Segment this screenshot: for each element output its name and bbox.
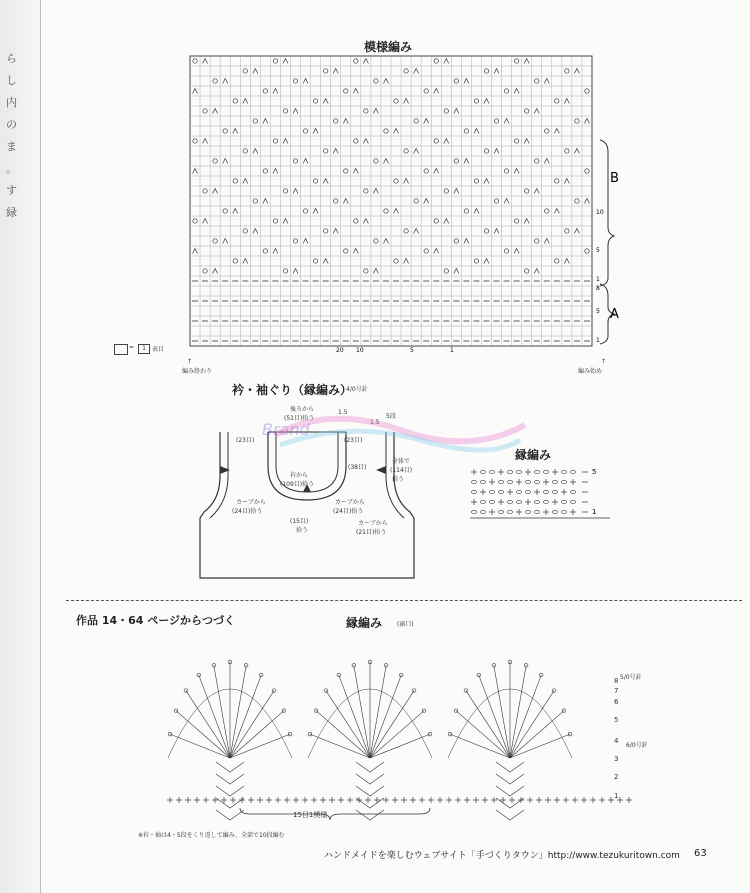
neck-label: (38目) [348,464,367,471]
pattern-chart-title: 模様編み [364,40,413,54]
needle-mid: 6/0号針 [626,742,648,749]
edging-row-label: 2 [614,773,619,781]
col-number: 1 [450,347,454,354]
chart-grid [190,56,592,346]
col-number: 10 [356,347,364,354]
needle-top: 5/0号針 [620,674,642,681]
neck-label: 後ろから [290,406,315,413]
neck-label: (51目)拾う [284,415,315,422]
edge-pattern-title: 縁編み [515,448,552,462]
neck-label: 全体で [392,458,411,465]
watermark: Brand [262,420,310,439]
edge-pattern-chart [470,462,610,522]
page-number: 63 [694,848,707,859]
neck-diagram-title: 衿・袖ぐり（縁編み） [232,383,353,397]
chart-end-label: 編み終わり [182,368,213,375]
pattern-chart [180,52,630,382]
label-B: B [610,171,619,186]
edging-row-label: 1 [614,792,619,800]
legend-one-box: 1 [138,344,150,354]
neck-label: カーブから [335,499,365,506]
neck-label: 1.5 [338,409,348,416]
neck-label: (109目)拾う [280,481,315,488]
neck-label: カーブから [236,499,266,506]
crochet-fans [168,660,572,820]
legend-blank-box [114,344,128,355]
neck-label: (23目) [344,437,363,444]
up-arrow-icon: ↑ [601,358,607,365]
edging-row-label: 6 [614,698,619,706]
legend-text: 表目 [152,346,165,353]
footnote: ※衿・袖は4・5段をくり返して編み、全部で10段編む [138,832,285,839]
repeat-label: 15目1模様 [293,811,328,819]
footer-text: ハンドメイドを楽しむウェブサイト「手づくりタウン」http://www.tezukuritown.com [324,851,680,861]
neck-label: 5段 [386,413,396,420]
neck-label: (24目)拾う [333,508,364,515]
crochet-base-row [167,797,632,803]
edge-row-number: 1 [592,508,597,516]
up-arrow-icon: ↑ [187,358,193,365]
side-text-column: ら し 内 の ま 。 す 緑 [6,52,17,219]
direction-arrow-icon [376,466,386,474]
neck-label: (15目) [290,518,309,525]
edging-row-label: 3 [614,755,619,763]
edge-symbols [471,469,588,515]
edging-row-label: 4 [614,737,619,745]
section-divider [66,600,742,601]
edging-row-label: 5 [614,716,619,724]
neck-label: 拾う [296,527,309,534]
edging-row-label: 7 [614,687,619,695]
watermark-swirl [270,405,530,465]
neck-label: 1.5 [370,419,380,426]
needle-size: 4/0号針 [346,386,368,393]
neck-label: (114目) [390,467,413,474]
chart-start-label: 編み始め [578,368,603,375]
neck-label: カーブから [358,520,388,527]
row-number: 1 [596,337,600,344]
col-number: 20 [336,347,344,354]
neck-label: 拾う [392,476,405,483]
neck-label: (21目)拾う [356,529,387,536]
edging-row-label: 8 [614,677,619,685]
work-reference: 作品 14・64 ページからつづく [76,614,235,627]
row-number: 5 [596,308,600,315]
col-number: 5 [410,347,414,354]
row-number: 5 [596,247,600,254]
edge-row-number: 5 [592,468,597,476]
row-number: 1 [596,276,600,283]
row-number: 8 [596,285,600,292]
neck-label: 衿から [290,472,309,479]
edging-title: 縁編み [346,616,383,630]
neck-label: (23目) [236,437,255,444]
row-number: 10 [596,209,604,216]
neck-label: (24目)拾う [232,508,263,515]
edging-subtitle: (裾口) [397,621,414,628]
edging-crochet-chart [160,640,680,830]
legend-eq: = [129,344,135,351]
label-A: A [610,307,619,322]
